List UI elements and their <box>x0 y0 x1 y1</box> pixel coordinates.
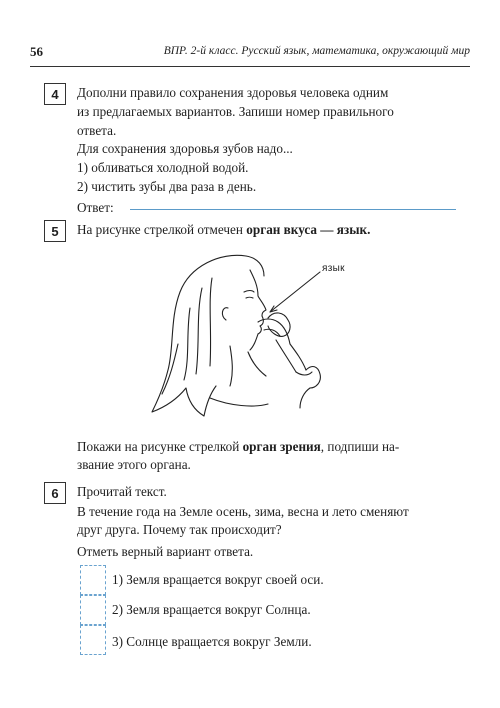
task-5-instruction-line-2: звание этого органа. <box>77 457 191 472</box>
task-4-instruction-line-1: Дополни правило сохранения здоровья человека одним <box>77 85 389 100</box>
task-4-rule-stem: Для сохранения здоровья зубов надо... <box>77 141 293 156</box>
task-5-instruction-prefix: Покажи на рисунке стрелкой <box>77 439 243 454</box>
task-4-instruction-line-3: ответа. <box>77 123 117 138</box>
task-5-instruction-bold: орган зрения <box>242 439 321 454</box>
task-4-number: 4 <box>44 83 66 105</box>
tongue-label: язык <box>322 263 345 274</box>
option-3-checkbox[interactable] <box>80 625 106 655</box>
answer-field[interactable] <box>130 209 456 210</box>
task-5-statement <box>77 221 370 239</box>
task-5-statement-prefix: На рисунке стрелкой отмечен <box>77 222 247 237</box>
task-5-number: 5 <box>44 220 66 242</box>
task-6-prompt: Отметь верный вариант ответа. <box>77 544 254 559</box>
task-4-option-1: 1) обливаться холодной водой. <box>77 160 249 175</box>
option-1-checkbox[interactable] <box>80 565 106 595</box>
task-6-number: 6 <box>44 482 66 504</box>
task-5-instruction-line-1 <box>77 438 399 456</box>
task-5-instruction-suffix: , подпиши на- <box>320 439 400 454</box>
running-title: ВПР. 2-й класс. Русский язык, математика, окружающий мир <box>163 45 470 57</box>
page-number: 56 <box>30 44 43 59</box>
task-6-option-3: 3) Солнце вращается вокруг Земли. <box>112 634 312 649</box>
task-4-option-2: 2) чистить зубы два раза в день. <box>77 179 257 194</box>
task-6-option-1: 1) Земля вращается вокруг своей оси. <box>112 572 324 587</box>
task-6-title: Прочитай текст. <box>77 484 167 499</box>
task-6-text-line-2: друг друга. Почему так происходит? <box>77 522 282 537</box>
girl-tasting-illustration[interactable] <box>150 248 350 428</box>
task-6-option-2: 2) Земля вращается вокруг Солнца. <box>112 602 311 617</box>
task-5-statement-bold: орган вкуса — язык. <box>246 222 371 237</box>
answer-label: Ответ: <box>77 200 114 215</box>
task-6-text-line-1: В течение года на Земле осень, зима, весна и лето сменяют <box>77 504 409 519</box>
option-2-checkbox[interactable] <box>80 595 106 625</box>
task-4-instruction-line-2: из предлагаемых вариантов. Запиши номер правильного <box>77 104 394 119</box>
page-header <box>30 44 470 67</box>
